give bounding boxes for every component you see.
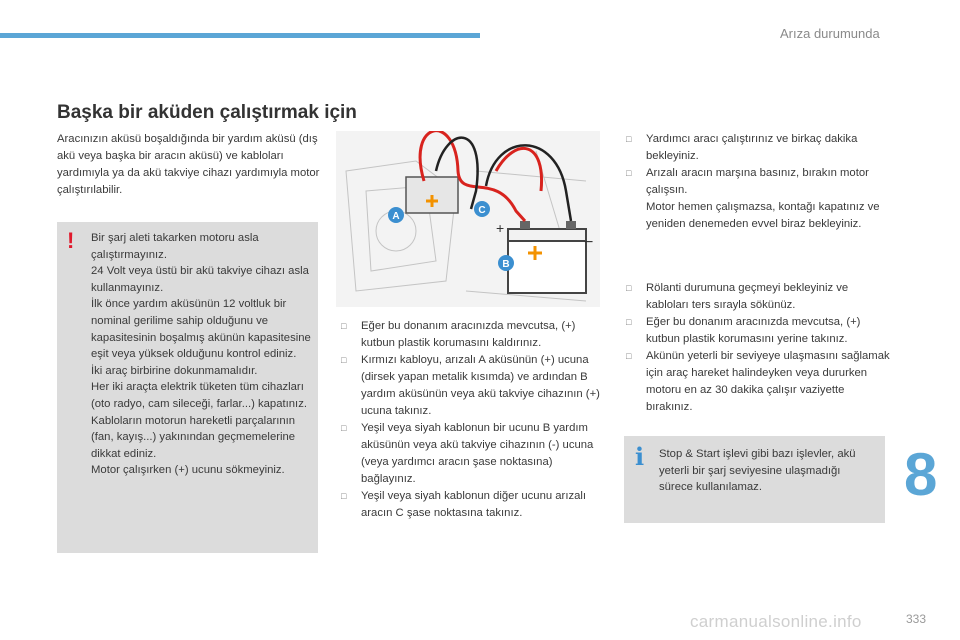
label-c: C bbox=[478, 205, 486, 216]
top-accent-bar bbox=[0, 33, 480, 38]
list-item: □ Arızalı aracın marşına basınız, bırakın motor çalışsın. Motor hemen çalışmazsa, kontağı kapatınız ve yeniden denemeden evvel biraz bekleyiniz. bbox=[626, 167, 880, 230]
engine-bay-drawing bbox=[336, 131, 600, 307]
steps-middle bbox=[339, 318, 607, 522]
section-title: Arıza durumunda bbox=[780, 26, 880, 41]
warning-box bbox=[57, 222, 318, 553]
list-item: □ Kırmızı kabloyu, arızalı A aküsünün (+) ucuna (dirsek yapan metalik kısımda) ve ardından B yardım aküsünün veya akü takviye cihazının (+) ucuna takınız. bbox=[341, 354, 600, 417]
list-item: □ Eğer bu donanım aracınızda mevcutsa, (+) kutbun plastik korumasını yerine takınız. bbox=[626, 316, 861, 345]
page-title: Başka bir aküden çalıştırmak için bbox=[57, 102, 357, 123]
warning-line: İki araç birbirine dokunmamalıdır. bbox=[91, 364, 258, 377]
list-item: □ Yeşil veya siyah kablonun bir ucunu B yardım aküsünün veya akü takviye cihazının (-) ucuna (veya yardımcı aracın şase noktasına) bağlayınız. bbox=[341, 422, 594, 485]
bullet-icon: □ bbox=[626, 351, 632, 361]
plus-sign: + bbox=[496, 220, 505, 236]
bullet-icon: □ bbox=[626, 168, 632, 178]
warning-line: Kabloların motorun hareketli parçalarının (fan, kayış...) yakınından geçmemelerine dikkat ediniz. bbox=[91, 414, 296, 460]
steps-right-bottom bbox=[624, 280, 894, 416]
bullet-icon: □ bbox=[341, 321, 347, 331]
bullet-icon: □ bbox=[341, 423, 347, 433]
minus-sign: − bbox=[584, 234, 594, 251]
warning-line: 24 Volt veya üstü bir akü takviye cihazı asla kullanmayınız. bbox=[91, 265, 309, 294]
warning-line: Motor çalışırken (+) ucunu sökmeyiniz. bbox=[91, 464, 285, 477]
info-box bbox=[624, 436, 885, 523]
info-icon: i bbox=[635, 442, 645, 471]
info-text: Stop & Start işlevi gibi bazı işlevler, akü yeterli bir şarj seviyesine ulaşmadığı sürece kullanılamaz. bbox=[659, 448, 856, 494]
list-item: □ Akünün yeterli bir seviyeye ulaşmasını sağlamak için araç hareket halindeyken veya dururken motoru en az 30 dakika çalışır vaziyette bırakınız. bbox=[626, 350, 890, 413]
bullet-icon: □ bbox=[341, 355, 347, 365]
steps-right-top bbox=[624, 131, 894, 233]
watermark: carmanualsonline.info bbox=[690, 612, 862, 631]
bullet-icon: □ bbox=[341, 491, 347, 501]
list-item: □ Yardımcı aracı çalıştırınız ve birkaç dakika bekleyiniz. bbox=[626, 133, 858, 162]
warning-text bbox=[91, 230, 313, 479]
bullet-icon: □ bbox=[626, 317, 632, 327]
label-b: B bbox=[502, 259, 510, 270]
warning-line: Her iki araçta elektrik tüketen tüm cihazları (oto radyo, cam sileceği, farlar...) kapatınız. bbox=[91, 381, 307, 410]
bullet-icon: □ bbox=[626, 283, 632, 293]
list-item: □ Rölanti durumuna geçmeyi bekleyiniz ve kabloları ters sırayla sökünüz. bbox=[626, 282, 849, 311]
list-item: □ Yeşil veya siyah kablonun diğer ucunu arızalı aracın C şase noktasına takınız. bbox=[341, 490, 587, 519]
warning-icon: ! bbox=[67, 228, 75, 253]
warning-line: Bir şarj aleti takarken motoru asla çalıştırmayınız. bbox=[91, 232, 259, 261]
page-number: 333 bbox=[906, 612, 927, 626]
bullet-icon: □ bbox=[626, 134, 632, 144]
label-a: A bbox=[392, 211, 400, 222]
jump-start-illustration bbox=[336, 131, 600, 307]
intro-paragraph: Aracınızın aküsü boşaldığında bir yardım aküsü (dış akü veya başka bir aracın aküsü) ve kabloları yardımıyla ya da akü takviye cihazı yardımıyla motor çalıştırılabilir. bbox=[57, 133, 320, 196]
warning-line: İlk önce yardım aküsünün 12 voltluk bir nominal gerilime sahip olduğunu ve kapasitesinin boşalmış akünün kapasitesine eşit veya yüksek olduğunu kontrol ediniz. bbox=[91, 298, 311, 361]
chapter-number: 8 bbox=[904, 441, 938, 508]
list-item: □ Eğer bu donanım aracınızda mevcutsa, (+) kutbun plastik korumasını kaldırınız. bbox=[341, 320, 576, 349]
